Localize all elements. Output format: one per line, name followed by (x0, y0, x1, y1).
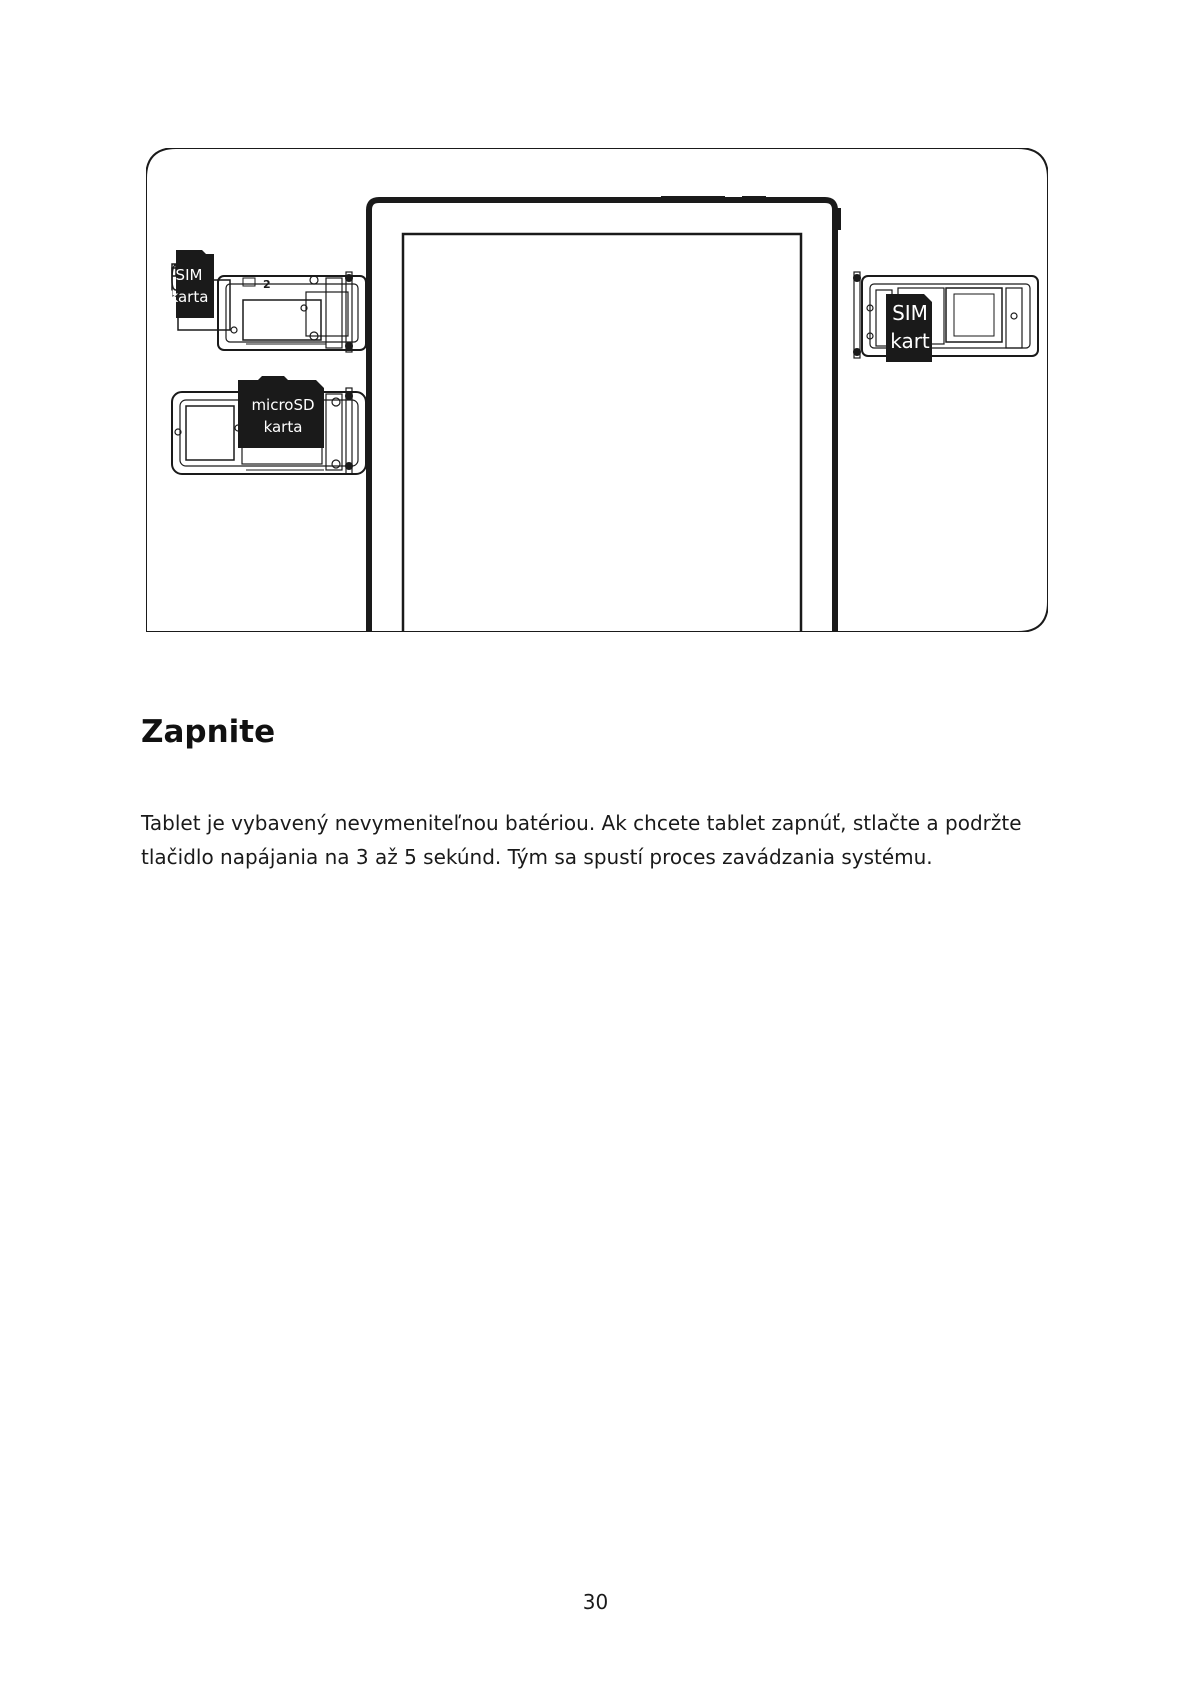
tablet-sim-diagram (146, 148, 1048, 632)
sim-card-right-label-line1: SIM (892, 301, 928, 325)
microsd-card-label-line2: karta (263, 418, 303, 436)
tablet-outline (369, 196, 841, 632)
page-number: 30 (582, 1590, 609, 1614)
sim-tray-top-left (170, 250, 366, 352)
microsd-card-label-line1: microSD (251, 396, 315, 414)
microsd-tray-bottom-left (172, 376, 366, 474)
sim-tray-right (853, 272, 1038, 362)
slot-number-label: 2 (263, 278, 271, 291)
sim-tray-illustration (146, 148, 1048, 632)
sim-card-right-label-line2: kart (890, 329, 930, 353)
sim-card-label-line2: karta (169, 288, 209, 306)
sim-card-label-line1: SIM (175, 266, 203, 284)
section-heading: Zapnite (141, 714, 276, 750)
section-body-text: Tablet je vybavený nevymeniteľnou batériou. Ak chcete tablet zapnúť, stlačte a podržte tlačidlo napájania na 3 až 5 sekúnd. Tým sa spustí proces zavádzania systému. (141, 811, 1022, 869)
sim-card-icon (176, 250, 214, 318)
